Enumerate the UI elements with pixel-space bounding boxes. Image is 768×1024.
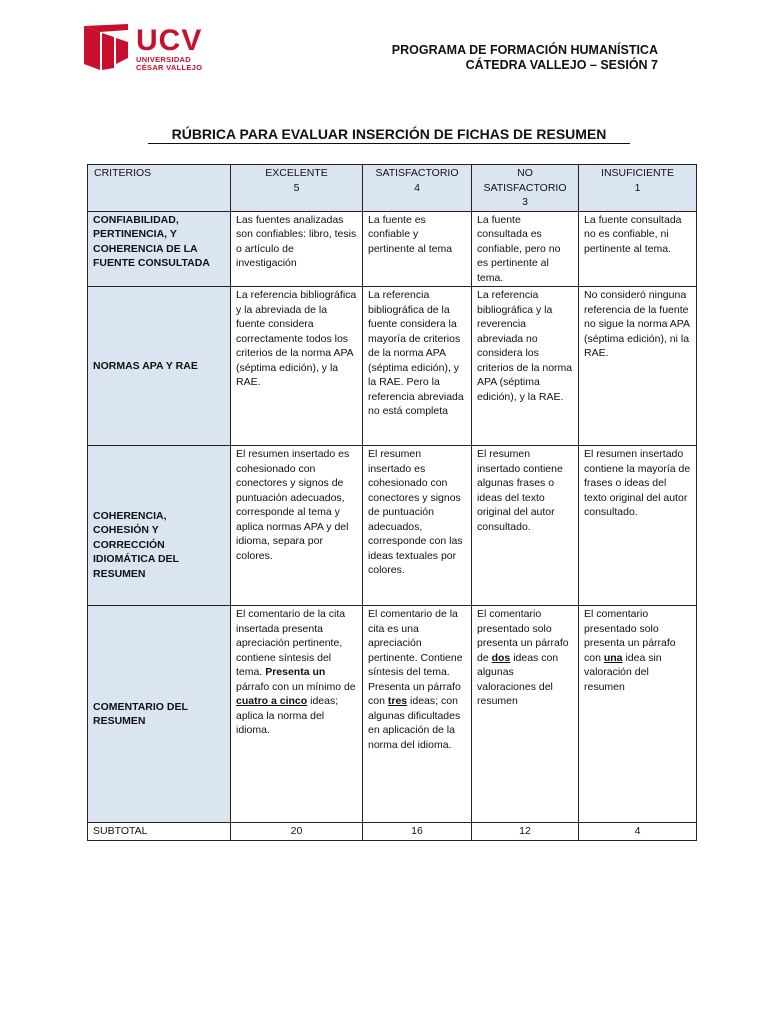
table-row [88, 606, 697, 823]
subtotal-label: SUBTOTAL [88, 823, 231, 841]
descriptor-cell [472, 606, 579, 823]
header-score: 1 [634, 181, 641, 194]
session-name: CÁTEDRA VALLEJO – SESIÓN 7 [465, 58, 658, 72]
header-no-satisfactorio [472, 165, 579, 212]
rubric-table [87, 164, 697, 841]
text-run: El comentario presentado solo presenta un párrafo de [477, 608, 569, 664]
descriptor-cell: La fuente consultada no es confiable, ni pertinente al tema. [579, 211, 697, 287]
descriptor-cell: Las fuentes analizadas son confiables: libro, tesis o artículo de investigación [231, 211, 363, 287]
text-run: ideas; aplica la norma del idioma. [236, 695, 339, 736]
descriptor-cell: El resumen insertado contiene la mayoría de frases o ideas del texto original del autor consultado. [579, 446, 697, 606]
criterion-cell: COHERENCIA, COHESIÓN Y CORRECCIÓN IDIOMÁTICA DEL RESUMEN [88, 446, 231, 606]
subtotal-value: 4 [579, 823, 697, 841]
criterion-cell: NORMAS APA Y RAE [88, 287, 231, 446]
header-score: 3 [522, 196, 528, 208]
ucv-emblem-icon [84, 24, 132, 70]
program-header [392, 43, 658, 73]
header-label: INSUFICIENTE [601, 167, 674, 179]
text-run: idea sin valoración del resumen [584, 651, 662, 693]
criterion-cell: COMENTARIO DEL RESUMEN [88, 606, 231, 823]
emphasis-text: Presenta un [265, 666, 326, 678]
descriptor-cell: No consideró ninguna referencia de la fuente no sigue la norma APA (séptima edición), ni la RAE. [579, 287, 697, 446]
descriptor-cell: El resumen insertado contiene algunas frases o ideas del texto original del autor consultado. [472, 446, 579, 606]
header-score: 5 [293, 181, 300, 194]
header-insuficiente [579, 165, 697, 212]
descriptor-cell [231, 606, 363, 823]
subtotal-value: 12 [472, 823, 579, 841]
subtotal-value: 20 [231, 823, 363, 841]
table-row [88, 211, 697, 287]
logo-line1: UNIVERSIDAD [136, 55, 191, 64]
descriptor-cell: El resumen insertado es cohesionado con conectores y signos de puntuación adecuados, corresponde al tema y aplica normas APA y del idioma, separa por colores. [231, 446, 363, 606]
descriptor-cell [579, 606, 697, 823]
text-run: El comentario de la cita es una apreciación pertinente. Contiene síntesis del tema. Presenta un párrafo con [368, 608, 463, 707]
document-title: RÚBRICA PARA EVALUAR INSERCIÓN DE FICHAS DE RESUMEN [148, 126, 630, 144]
ucv-logo [84, 24, 224, 74]
text-run: El comentario presentado solo presenta un párrafo con [584, 608, 676, 664]
subtotal-value: 16 [363, 823, 472, 841]
logo-line2: CÉSAR VALLEJO [136, 63, 203, 72]
table-row [88, 446, 697, 606]
header-label: SATISFACTORIO [375, 167, 459, 179]
subtotal-row [88, 823, 697, 841]
emphasis-text: cuatro a cinco [236, 695, 308, 707]
descriptor-cell [363, 606, 472, 823]
logo-wordmark: UCV [136, 24, 203, 57]
emphasis-text: dos [491, 651, 511, 664]
header-excelente [231, 165, 363, 212]
descriptor-cell: La fuente consultada es confiable, pero no es pertinente al tema. [472, 211, 579, 287]
descriptor-cell: La referencia bibliográfica y la reverencia abreviada no considera los criterios de la norma APA (séptima edición), y la RAE. [472, 287, 579, 446]
descriptor-cell: La referencia bibliográfica de la fuente considera la mayoría de criterios de la norma APA (séptima edición), y la RAE. Pero la referencia abreviada no está completa [363, 287, 472, 446]
text-run: ideas; con algunas dificultades en aplicación de la norma del idioma. [368, 695, 461, 751]
table-header-row [88, 165, 697, 212]
text-run: ideas con algunas valoraciones del resumen [477, 651, 559, 707]
emphasis-text: una [603, 651, 623, 664]
header-score: 4 [414, 181, 420, 194]
descriptor-cell: La referencia bibliográfica y la abreviada de la fuente considera correctamente todos los criterios de la norma APA (séptima edición), y la RAE. [231, 287, 363, 446]
program-name: PROGRAMA DE FORMACIÓN HUMANÍSTICA [391, 43, 658, 57]
descriptor-cell: La fuente es confiable y pertinente al tema [363, 211, 472, 287]
header-label: NO SATISFACTORIO [483, 167, 567, 194]
text-run: El comentario de la cita insertada presenta apreciación pertinente, contiene síntesis del tema. [236, 608, 346, 678]
header-satisfactorio [363, 165, 472, 212]
criterion-cell: CONFIABILIDAD, PERTINENCIA, Y COHERENCIA DE LA FUENTE CONSULTADA [88, 211, 231, 287]
header-criterios: CRITERIOS [88, 165, 231, 212]
descriptor-cell: El resumen insertado es cohesionado con conectores y signos de puntuación adecuados, corresponde con las ideas textuales por colores. [363, 446, 472, 606]
emphasis-text: tres [387, 695, 408, 707]
table-row [88, 287, 697, 446]
header-label: EXCELENTE [265, 167, 328, 179]
text-run: párrafo con un mínimo de [236, 680, 356, 693]
